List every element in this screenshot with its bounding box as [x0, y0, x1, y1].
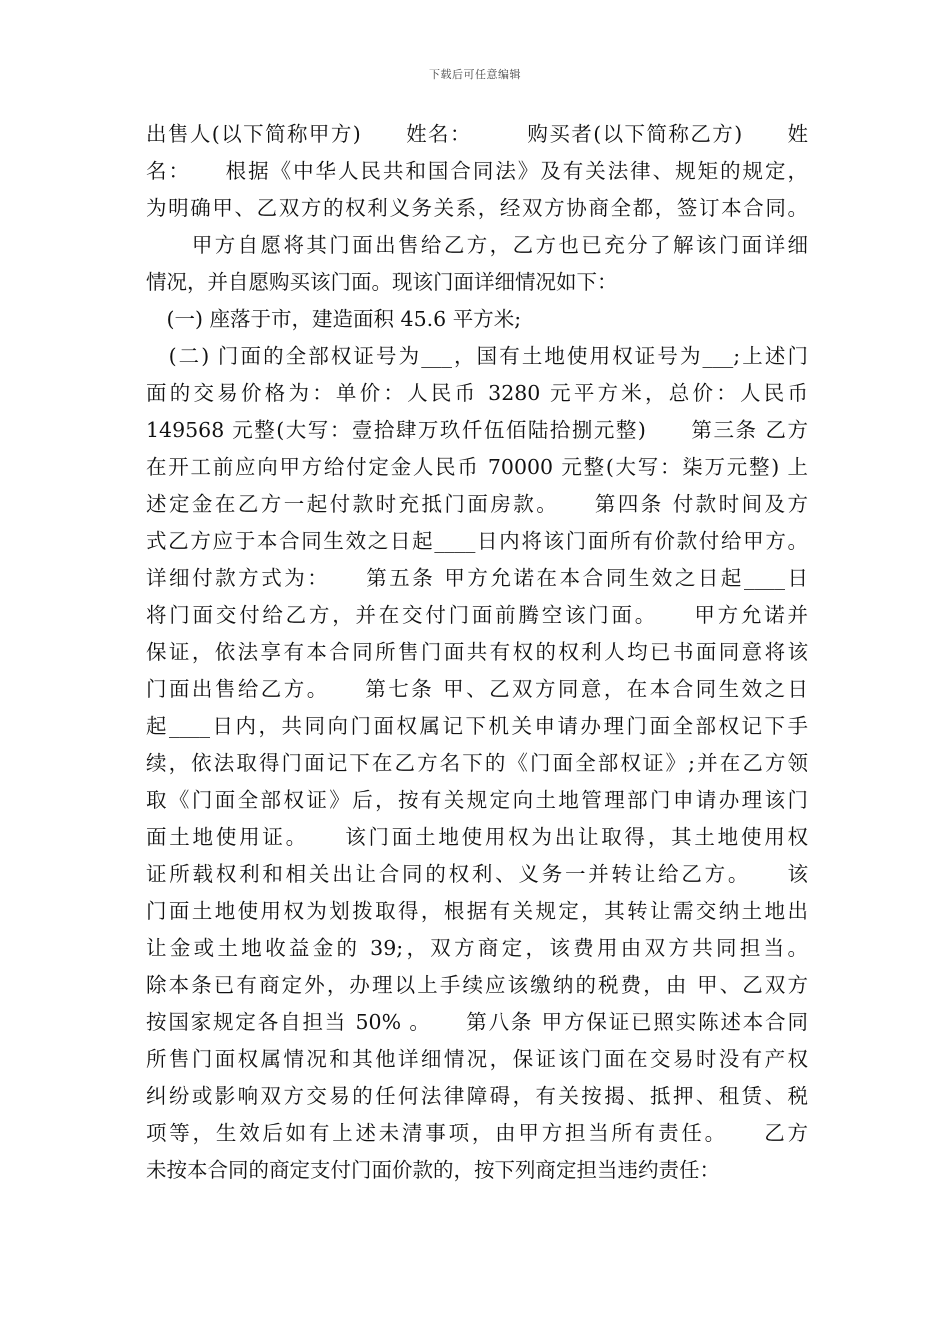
text-line: 起____日内，共同向门面权属记下机关申请办理门面全部权记下手 — [146, 714, 808, 738]
text-line: 详细付款方式为： 第五条 甲方允诺在本合同生效之日起____日 — [146, 566, 808, 590]
text-line: 149568 元整(大写：壹拾肆万玖仟伍佰陆拾捌元整) 第三条 乙方 — [146, 418, 808, 442]
text-line: 情况，并自愿购买该门面。现该门面详细情况如下： — [146, 270, 618, 294]
text-line: 除本条已有商定外，办理以上手续应该缴纳的税费，由 甲、乙双方 — [146, 973, 808, 997]
page-header: 下载后可任意编辑 — [429, 68, 521, 81]
text-line: 门面土地使用权为划拨取得，根据有关规定，其转让需交纳土地出 — [146, 899, 808, 923]
text-line: 出售人(以下简称甲方) 姓名： 购买者(以下简称乙方) 姓 — [146, 122, 808, 146]
text-line: 面的交易价格为：单价：人民币 3280 元平方米，总价：人民币 — [146, 381, 808, 405]
text-line: 名： 根据《中华人民共和国合同法》及有关法律、规矩的规定， — [146, 159, 808, 183]
text-line: 未按本合同的商定支付门面价款的，按下列商定担当违约责任： — [146, 1158, 720, 1182]
text-line: 让金或土地收益金的 39;，双方商定，该费用由双方共同担当。 — [146, 936, 808, 960]
text-line: 述定金在乙方一起付款时充抵门面房款。 第四条 付款时间及方 — [146, 492, 808, 516]
text-line: 将门面交付给乙方，并在交付门面前腾空该门面。 甲方允诺并 — [146, 603, 808, 627]
text-line: 取《门面全部权证》后，按有关规定向土地管理部门申请办理该门 — [146, 788, 808, 812]
text-line: 项等，生效后如有上述未清事项，由甲方担当所有责任。 乙方 — [146, 1121, 808, 1145]
text-line: 证所载权利和相关出让合同的权利、义务一并转让给乙方。 该 — [146, 862, 808, 886]
text-line: (一) 座落于市，建造面积 45.6 平方米; — [146, 307, 522, 331]
text-line: 按国家规定各自担当 50% 。 第八条 甲方保证已照实陈述本合同 — [146, 1010, 808, 1034]
text-line: 保证，依法享有本合同所售门面共有权的权利人均已书面同意将该 — [146, 640, 808, 664]
text-line: 面土地使用证。 该门面土地使用权为出让取得，其土地使用权 — [146, 825, 808, 849]
text-line: 式乙方应于本合同生效之日起____日内将该门面所有价款付给甲方。 — [146, 529, 808, 553]
text-line: 续，依法取得门面记下在乙方名下的《门面全部权证》;并在乙方领 — [146, 751, 808, 775]
contract-body — [146, 116, 808, 1189]
text-line: 所售门面权属情况和其他详细情况，保证该门面在交易时没有产权 — [146, 1047, 808, 1071]
text-line: 门面出售给乙方。 第七条 甲、乙双方同意，在本合同生效之日 — [146, 677, 808, 701]
text-line: 甲方自愿将其门面出售给乙方，乙方也已充分了解该门面详细 — [146, 233, 808, 257]
text-line: (二) 门面的全部权证号为___，国有土地使用权证号为___;上述门 — [146, 344, 808, 368]
text-line: 纠纷或影响双方交易的任何法律障碍，有关按揭、抵押、租赁、税 — [146, 1084, 808, 1108]
text-line: 为明确甲、乙双方的权利义务关系，经双方协商全都，签订本合同。 — [146, 196, 808, 220]
text-line: 在开工前应向甲方给付定金人民币 70000 元整(大写：柒万元整) 上 — [146, 455, 808, 479]
